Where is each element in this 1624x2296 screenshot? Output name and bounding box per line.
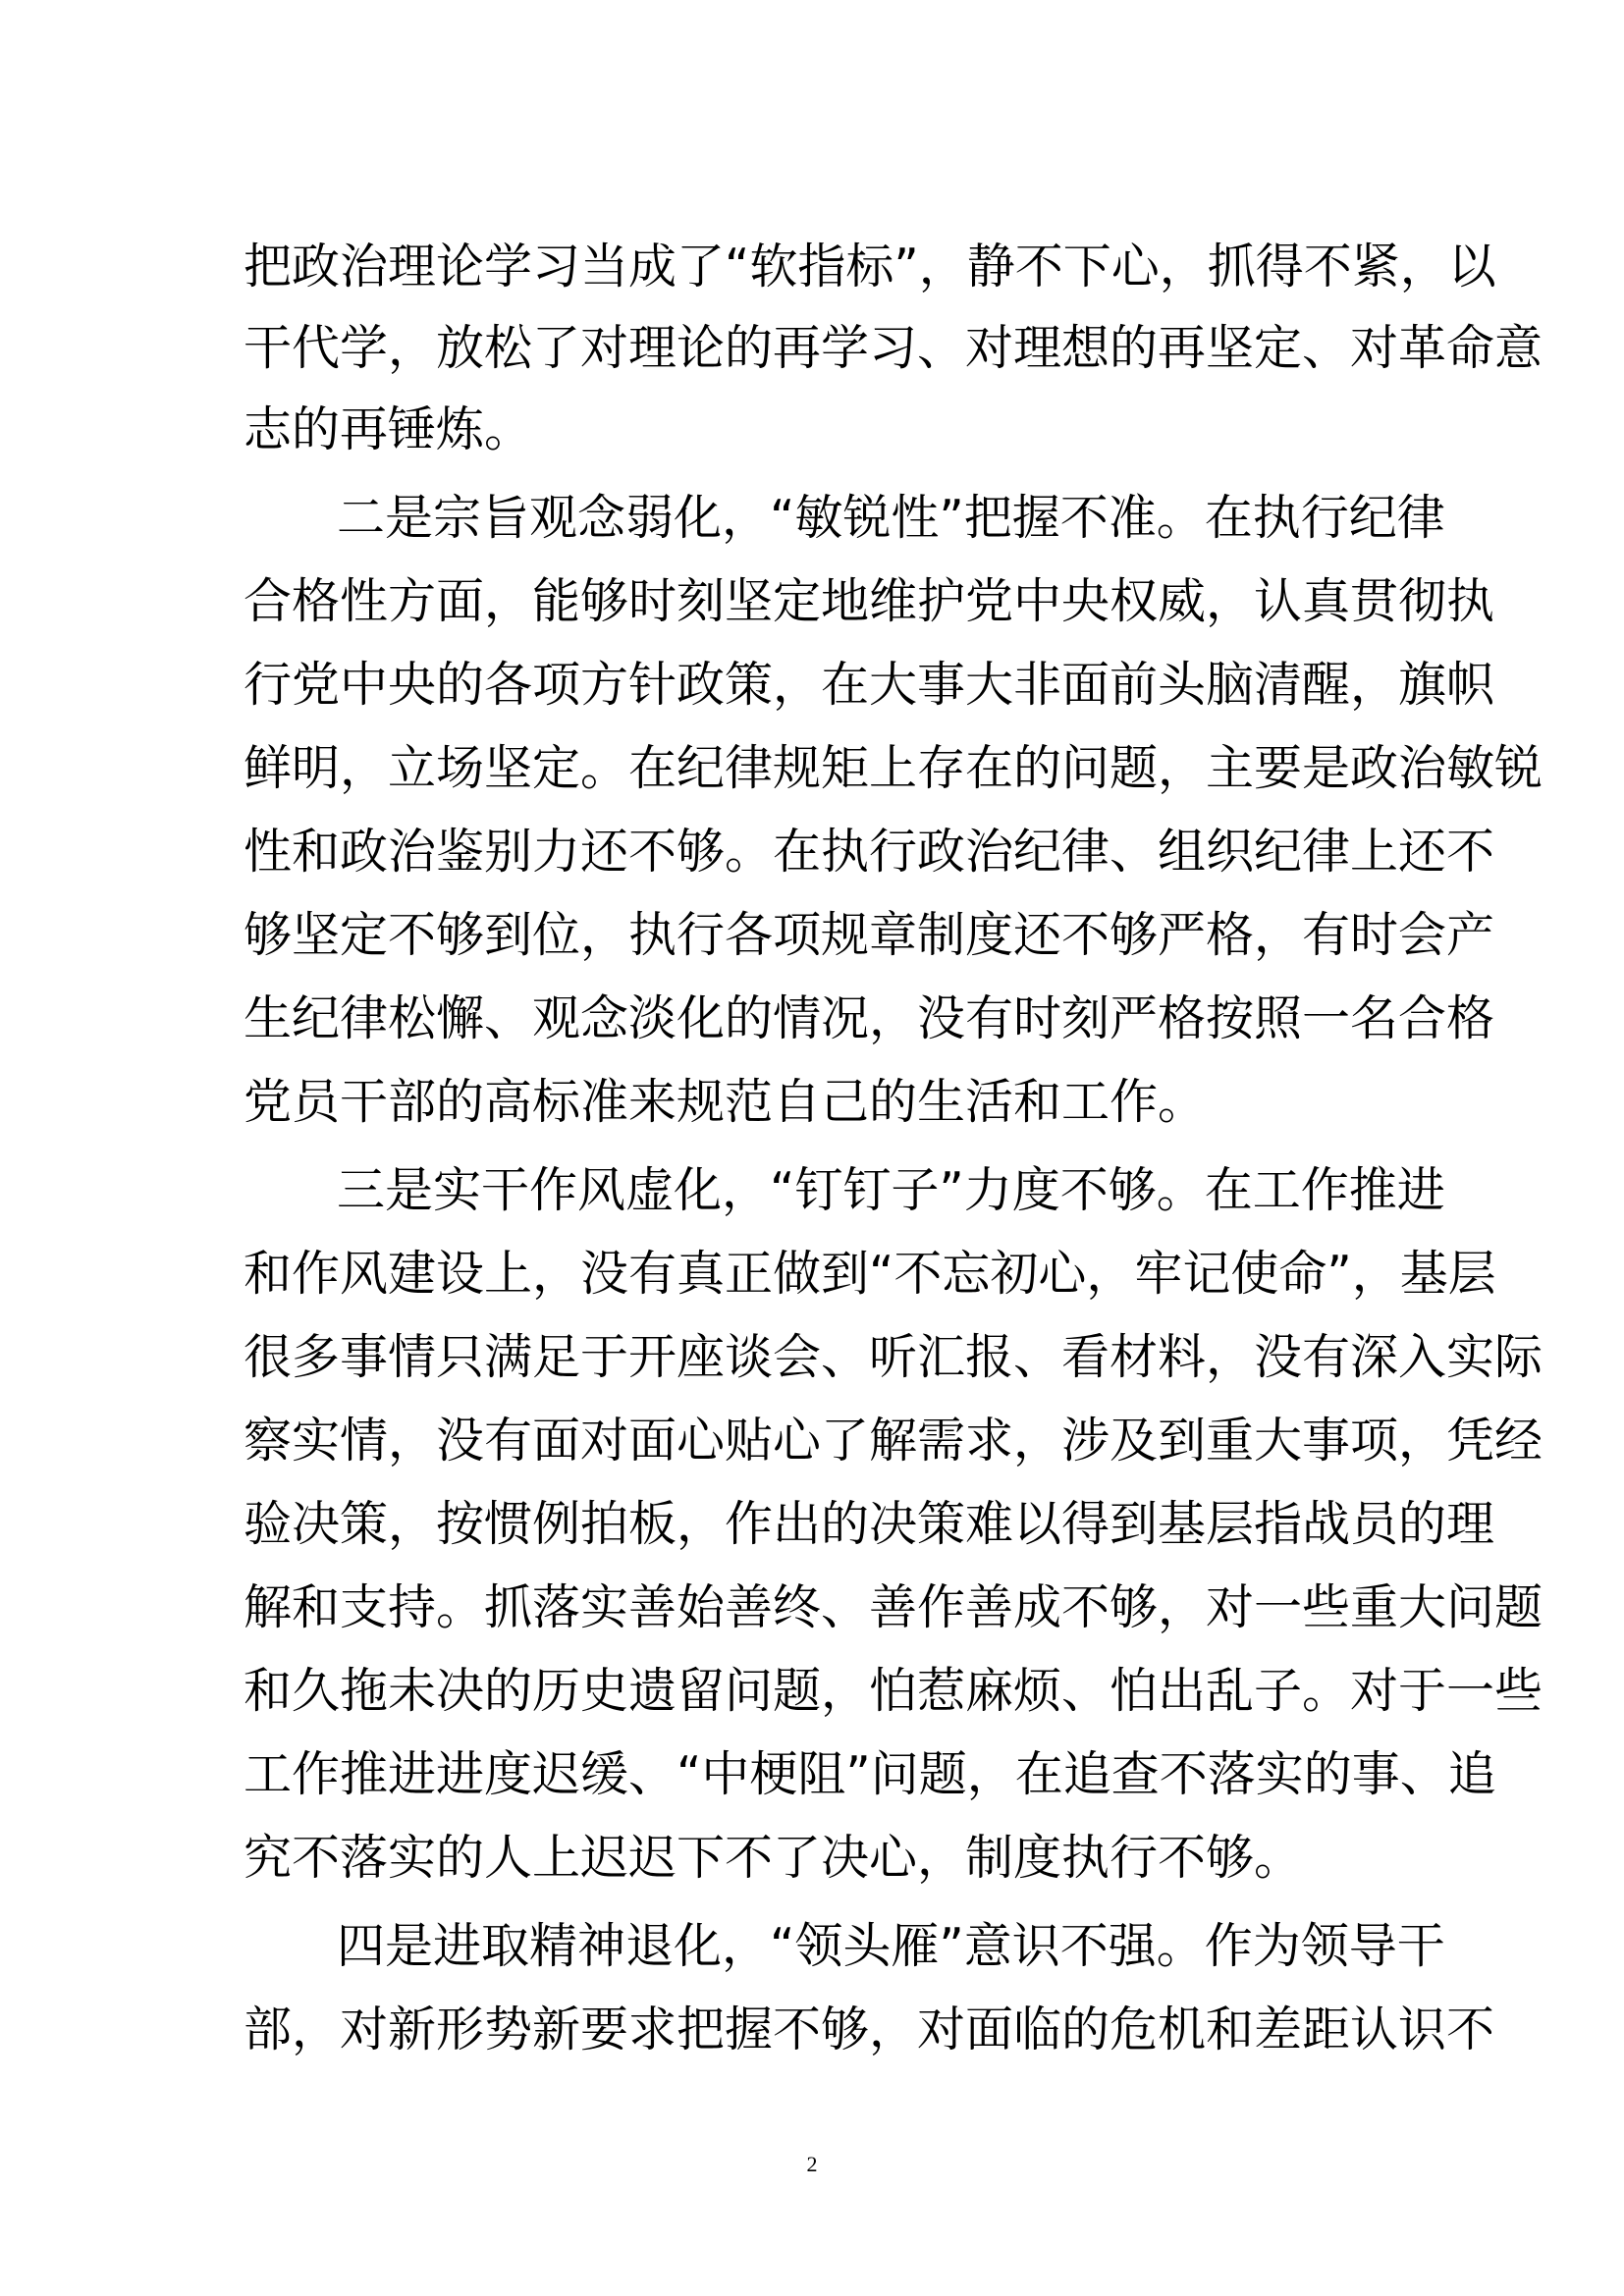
text-line: 行党中央的各项方针政策，在大事大非面前头脑清醒，旗帜 [244, 657, 1495, 713]
page-number: 2 [806, 2152, 818, 2176]
text-line: 很多事情只满足于开座谈会、听汇报、看材料，没有深入实际 [244, 1329, 1543, 1385]
text-line: 够坚定不够到位，执行各项规章制度还不够严格，有时会产 [244, 907, 1495, 963]
text-line: 把政治理论学习当成了“软指标”，静不下心，抓得不紧，以 [244, 239, 1496, 294]
paragraph-start-line: 四是进取精神退化，“领头雁”意识不强。作为领导干 [337, 1918, 1445, 1974]
text-line: 验决策，按惯例拍板，作出的决策难以得到基层指战员的理 [244, 1496, 1495, 1552]
text-line: 和作风建设上，没有真正做到“不忘初心，牢记使命”，基层 [244, 1246, 1496, 1302]
text-line: 生纪律松懈、观念淡化的情况，没有时刻严格按照一名合格 [244, 990, 1495, 1046]
text-line: 解和支持。抓落实善始善终、善作善成不够，对一些重大问题 [244, 1579, 1543, 1635]
text-line: 干代学，放松了对理论的再学习、对理想的再坚定、对革命意 [244, 320, 1543, 376]
text-line: 究不落实的人上迟迟下不了决心，制度执行不够。 [244, 1830, 1303, 1886]
text-line: 合格性方面，能够时刻坚定地维护党中央权威，认真贯彻执 [244, 573, 1495, 629]
text-line: 部，对新形势新要求把握不够，对面临的危机和差距认识不 [244, 2002, 1495, 2057]
paragraph-start-line: 二是宗旨观念弱化，“敏锐性”把握不准。在执行纪律 [337, 490, 1445, 546]
text-line: 志的再锤炼。 [244, 401, 533, 457]
text-line: 党员干部的高标准来规范自己的生活和工作。 [244, 1074, 1207, 1130]
text-line: 和久拖未决的历史遗留问题，怕惹麻烦、怕出乱子。对于一些 [244, 1663, 1543, 1719]
text-line: 性和政治鉴别力还不够。在执行政治纪律、组织纪律上还不 [244, 824, 1495, 880]
text-line: 鲜明，立场坚定。在纪律规矩上存在的问题，主要是政治敏锐 [244, 740, 1543, 796]
paragraph-start-line: 三是实干作风虚化，“钉钉子”力度不够。在工作推进 [337, 1162, 1445, 1218]
text-line: 工作推进进度迟缓、“中梗阻”问题，在追查不落实的事、追 [244, 1746, 1496, 1802]
text-line: 察实情，没有面对面心贴心了解需求，涉及到重大事项，凭经 [244, 1413, 1543, 1468]
